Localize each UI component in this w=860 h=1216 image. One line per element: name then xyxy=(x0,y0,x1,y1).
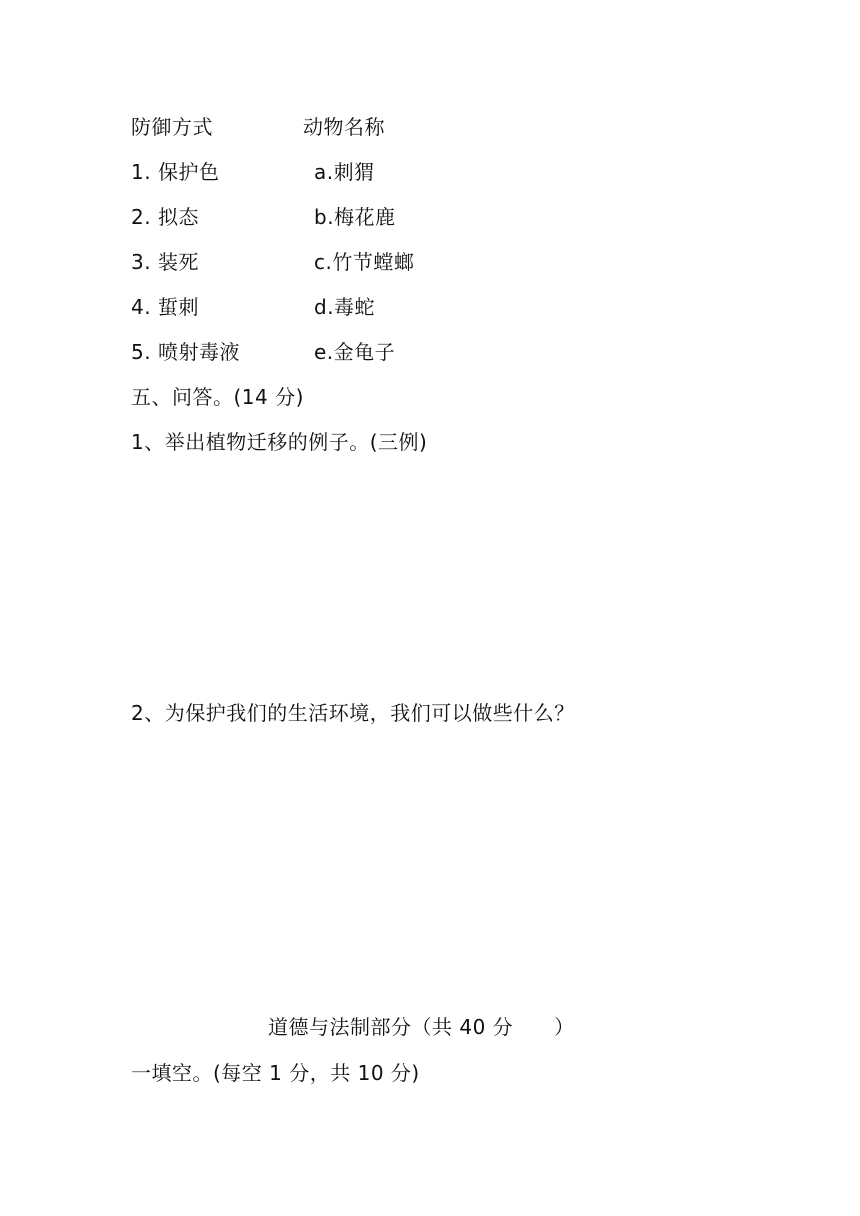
animal-item-b: b.梅花鹿 xyxy=(314,205,396,229)
animal-item-c: c.竹节螳螂 xyxy=(314,250,415,274)
defense-item-1: 1. 保护色 xyxy=(131,160,220,184)
animal-item-a: a.刺猬 xyxy=(314,160,375,184)
defense-item-2: 2. 拟态 xyxy=(131,205,199,229)
moral-section-title: 道德与法制部分（共 40 分 ） xyxy=(268,1015,575,1039)
header-defense-method: 防御方式 xyxy=(131,115,213,139)
question-2: 2、为保护我们的生活环境，我们可以做些什么？ xyxy=(131,701,575,725)
defense-item-4: 4. 蜇刺 xyxy=(131,295,199,319)
section-five-title: 五、问答。(14 分) xyxy=(131,385,304,409)
header-animal-name: 动物名称 xyxy=(303,115,385,139)
question-1: 1、举出植物迁移的例子。(三例) xyxy=(131,430,428,454)
fill-blank-heading: 一填空。(每空 1 分，共 10 分) xyxy=(131,1061,420,1085)
defense-item-5: 5. 喷射毒液 xyxy=(131,340,240,364)
animal-item-e: e.金龟子 xyxy=(314,340,396,364)
animal-item-d: d.毒蛇 xyxy=(314,295,376,319)
defense-item-3: 3. 装死 xyxy=(131,250,199,274)
